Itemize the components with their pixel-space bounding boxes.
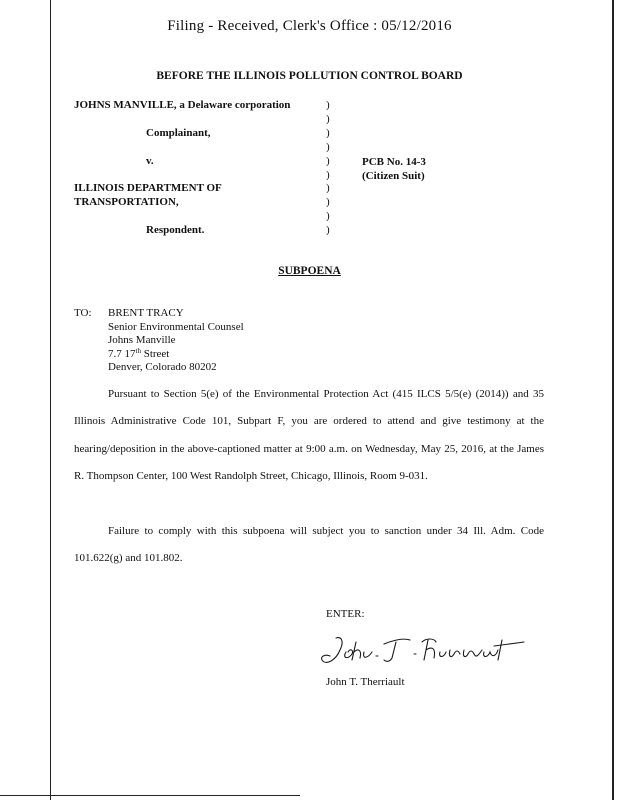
recipient-address	[108, 307, 244, 375]
street-name: Street	[140, 347, 170, 360]
recipient-title: Senior Environmental Counsel	[108, 320, 244, 333]
to-label: TO:	[74, 307, 92, 319]
paragraph-sanction: Failure to comply with this subpoena will subject you to sanction under 34 Ill. Adm. Code 101.622(g) and 101.802.	[74, 525, 544, 565]
case-number-block	[362, 155, 426, 183]
complainant-label: Complainant,	[146, 127, 211, 139]
signer-name: John T. Therriault	[326, 676, 405, 688]
right-border-line	[612, 0, 614, 800]
street-number: 7.7 17	[108, 347, 136, 360]
complainant-name: JOHNS MANVILLE, a Delaware corporation	[74, 99, 291, 111]
case-number: PCB No. 14-3	[362, 156, 426, 168]
paragraph-order: Pursuant to Section 5(e) of the Environmental Protection Act (415 ILCS 5/5(e) (2014)) and 35 Illinois Administrative Code 101, Subpart F, you are ordered to attend and give testimony at the hearing/deposition in the above-captioned matter at 9:00 a.m. on Wednesday, May 25, 2016, at the James R. Thompson Center, 100 West Randolph Street, Chicago, Illinois, Room 9-031.	[74, 388, 544, 482]
recipient-city: Denver, Colorado 80202	[108, 361, 217, 374]
case-type: (Citizen Suit)	[362, 170, 425, 182]
respondent-name-line1: ILLINOIS DEPARTMENT OF	[74, 182, 222, 194]
filing-stamp: Filing - Received, Clerk's Office : 05/12/2016	[167, 18, 452, 34]
respondent-label: Respondent.	[146, 224, 205, 236]
versus-label: v.	[146, 155, 154, 167]
recipient-street	[108, 348, 244, 362]
street-suffix: th	[135, 346, 141, 355]
bottom-border-line	[0, 795, 300, 796]
left-border-line	[50, 0, 51, 800]
respondent-name-line2: TRANSPORTATION,	[74, 196, 179, 208]
document-title: SUBPOENA	[278, 265, 341, 277]
handwritten-signature	[318, 632, 528, 672]
enter-label: ENTER:	[326, 608, 365, 620]
recipient-company: Johns Manville	[108, 334, 176, 347]
recipient-name: BRENT TRACY	[108, 307, 184, 319]
court-heading: BEFORE THE ILLINOIS POLLUTION CONTROL BOARD	[156, 70, 463, 82]
caption-bracket: ) ) ) ) ) ) ) ) ) )	[326, 99, 330, 237]
